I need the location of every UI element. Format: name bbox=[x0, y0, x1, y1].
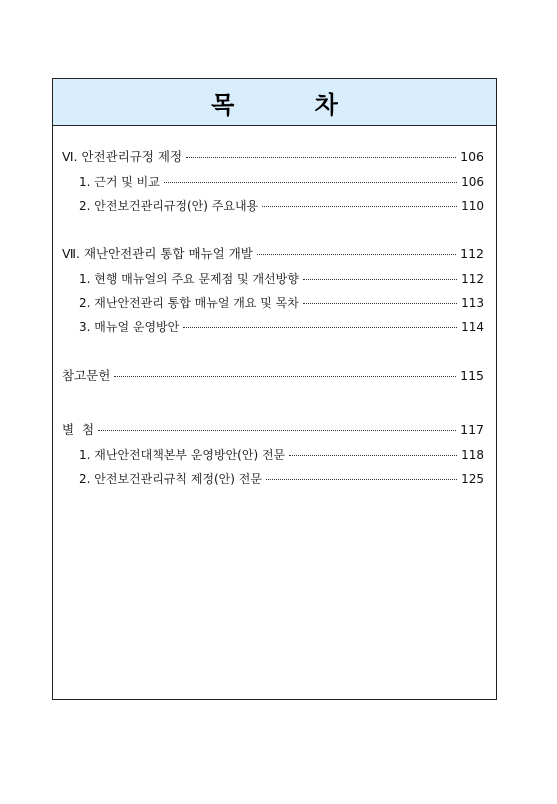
toc-page-number: 106 bbox=[461, 175, 484, 189]
toc-item-6-2[interactable] bbox=[79, 197, 484, 215]
toc-item-appendix-2[interactable] bbox=[79, 470, 484, 488]
dot-leader bbox=[186, 157, 456, 158]
toc-item-appendix-1[interactable] bbox=[79, 446, 484, 464]
toc-label: 3. 매뉴얼 운영방안 bbox=[79, 320, 180, 334]
toc-item-7-1[interactable] bbox=[79, 270, 484, 288]
toc-label: 2. 안전보건관리규정(안) 주요내용 bbox=[79, 199, 259, 213]
toc-label: 1. 근거 및 비교 bbox=[79, 175, 160, 189]
toc-page-number: 125 bbox=[461, 472, 484, 486]
toc-page-number: 114 bbox=[461, 320, 484, 334]
toc-page-number: 113 bbox=[461, 296, 484, 310]
toc-label: Ⅵ. 안전관리규정 제정 bbox=[62, 149, 183, 164]
dot-leader bbox=[289, 455, 457, 456]
toc-label: 1. 재난안전대책본부 운영방안(안) 전문 bbox=[79, 448, 286, 462]
toc-page-number: 106 bbox=[460, 149, 484, 164]
toc-page-number: 117 bbox=[460, 422, 484, 437]
toc-section-references[interactable] bbox=[62, 367, 484, 385]
toc-item-7-3[interactable] bbox=[79, 318, 484, 336]
toc-title: 목 차 bbox=[211, 90, 374, 119]
toc-label: 참고문헌 bbox=[62, 368, 111, 383]
toc-page-number: 112 bbox=[461, 272, 484, 286]
dot-leader bbox=[114, 376, 456, 377]
toc-label: 1. 현행 매뉴얼의 주요 문제점 및 개선방향 bbox=[79, 272, 299, 286]
toc-label: 별 첨 bbox=[62, 422, 95, 437]
toc-label: 2. 안전보건관리규칙 제정(안) 전문 bbox=[79, 472, 262, 486]
toc-label: 2. 재난안전관리 통합 매뉴얼 개요 및 목차 bbox=[79, 296, 299, 310]
toc-page-number: 110 bbox=[461, 199, 484, 213]
toc-section-6[interactable] bbox=[62, 148, 484, 166]
toc-item-7-2[interactable] bbox=[79, 294, 484, 312]
dot-leader bbox=[303, 279, 457, 280]
dot-leader bbox=[257, 254, 456, 255]
dot-leader bbox=[183, 327, 457, 328]
toc-label: Ⅶ. 재난안전관리 통합 매뉴얼 개발 bbox=[62, 246, 253, 261]
dot-leader bbox=[98, 430, 456, 431]
toc-page-number: 112 bbox=[460, 246, 484, 261]
toc-page-number: 118 bbox=[461, 448, 484, 462]
toc-frame bbox=[52, 78, 497, 700]
toc-title-box bbox=[53, 79, 496, 126]
dot-leader bbox=[262, 206, 457, 207]
toc-section-7[interactable] bbox=[62, 245, 484, 263]
toc-section-appendix[interactable] bbox=[62, 421, 484, 439]
toc-page-number: 115 bbox=[460, 368, 484, 383]
toc-item-6-1[interactable] bbox=[79, 173, 484, 191]
dot-leader bbox=[266, 479, 457, 480]
dot-leader bbox=[164, 182, 457, 183]
dot-leader bbox=[303, 303, 457, 304]
